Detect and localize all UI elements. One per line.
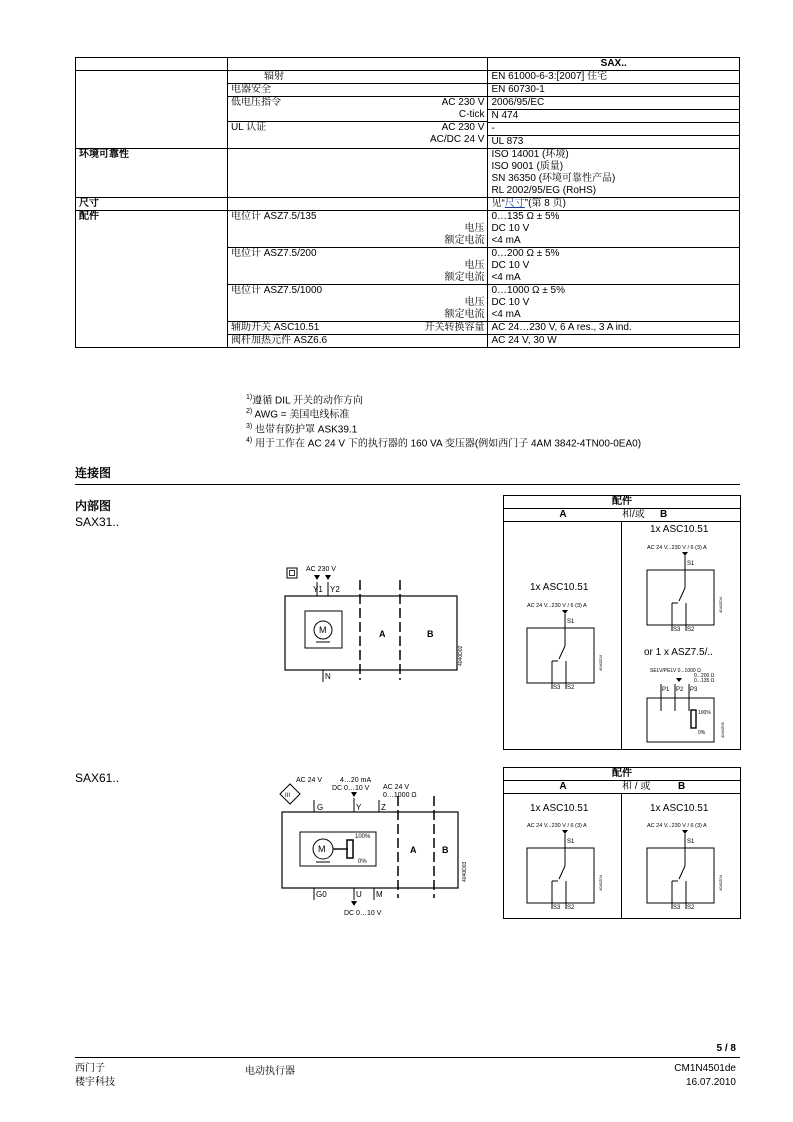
slot-b: B [442,845,449,855]
arrow-icon [351,901,357,906]
table-row [76,149,740,198]
volt-value: DC 10 V [491,223,530,234]
acc-rating: AC 24 V...230 V / 6 (3) A [527,603,587,609]
term-n: N [325,672,331,681]
term-s2: S2 [687,905,695,911]
term-s1: S1 [567,619,575,625]
pct-0: 0% [358,859,367,865]
term-p2: P2 [676,687,684,693]
acc-col-a: A [559,509,567,520]
term-p3: P3 [690,687,698,693]
env-value-3: SN 36350 (环境可靠性产品) [491,173,616,184]
table-row [76,211,740,348]
spec-table [75,57,740,348]
arrow-icon [562,610,568,614]
footer-company [75,1062,115,1090]
ul-voltage-1: AC 230 V [441,122,485,133]
acc-r200: 0...200 Ω [694,673,715,679]
table-row [76,198,740,211]
lv-voltage: AC 230 V [441,97,485,108]
emission-label: 辐射 [263,71,284,82]
term-y1: Y1 [313,585,323,594]
safety-value: EN 60730-1 [488,83,739,96]
sax61-code: 4040D03 [462,861,468,882]
acc-code: 4040Z04 [718,597,723,613]
aux-cap-label: 开关转换容量 [424,322,485,333]
aux-switch-diagram-a [522,821,617,916]
pct-100: 100% [698,710,711,716]
cur-value: <4 mA [491,309,521,320]
arrow-icon [562,830,568,834]
term-s3: S3 [553,905,561,911]
dim-suffix: ”(第 8 页) [524,198,566,209]
term-s2: S2 [567,685,575,691]
model-sax61: SAX61.. [75,771,120,785]
acc-code: 4040Z04 [598,655,603,671]
sax61-supply: AC 24 V [296,777,323,784]
footnotes [246,392,641,449]
doc-number: CM1N4501de [674,1063,736,1074]
term-s1: S1 [687,561,695,567]
acc-rating: AC 24 V...230 V / 6 (3) A [647,823,707,829]
acc-rating: AC 24 V...230 V / 6 (3) A [527,823,587,829]
company-division: 楼宇科技 [75,1077,115,1088]
acc-b-item: 1x ASC10.51 [650,524,709,535]
acc-box-title: 配件 [504,768,740,781]
pot1000-range: 0…1000 Ω ± 5% [488,284,739,297]
aux-switch-diagram-a [522,601,617,696]
ul-label: UL 认证 [230,122,267,133]
term-p1: P1 [662,687,670,693]
arrow-icon [676,678,682,682]
term-s1: S1 [567,839,575,845]
table-header: SAX.. [488,58,740,71]
term-s3: S3 [673,627,681,633]
section-divider [75,484,740,485]
term-m: M [376,890,383,899]
sax61-wiring-diagram [276,772,476,920]
ul-value-1: - [488,122,739,135]
cur-label: 额定电流 [444,272,485,283]
sax61-signal: 4…20 mA [340,777,372,784]
env-value-1: ISO 14001 (环境) [491,149,569,160]
volt-label: 电压 [464,223,485,234]
acc-a-item: 1x ASC10.51 [530,582,589,593]
ul-value-2: UL 873 [488,135,739,148]
ul-voltage-2: AC/DC 24 V [429,134,485,145]
arrow-icon [682,830,688,834]
dimensions-link[interactable]: 尺寸 [504,198,525,209]
heat-label: 阀杆加热元件 ASZ6.6 [228,334,488,347]
acc-col-b: B [678,781,686,792]
ctick-label: C-tick [458,109,485,120]
emission-value: EN 61000-6-3:[2007] 住宅 [491,71,608,82]
double-insulation-icon [287,568,297,578]
term-g: G [317,803,324,812]
acc-rating: AC 24 V...230 V / 6 (3) A [647,545,707,551]
acc-andor: 和/或 [622,509,645,520]
acc-code: 4040Z04 [718,875,723,891]
pot135-range: 0…135 Ω ± 5% [491,211,560,222]
motor-label: M [318,844,326,854]
sax61-signal-2: DC 0…10 V [332,785,370,792]
pot1000-label: 电位计 ASZ7.5/1000 [228,284,488,297]
sax61-output: DC 0…10 V [344,910,382,917]
slot-a: A [379,629,386,639]
footnote: $^{1)}$遵循 DIL 开关的动作方向 [246,394,363,407]
acc-r135: 0...135 Ω [694,678,715,684]
aux-value: AC 24…230 V, 6 A res., 3 A ind. [488,321,739,334]
acc-code: 4040Z04 [598,875,603,891]
term-s3: S3 [673,905,681,911]
dim-prefix: 见“ [491,198,505,209]
acc-andor: 和 / 或 [622,781,651,792]
footer-divider [75,1057,740,1058]
cur-value: <4 mA [491,235,521,246]
accessory-box-sax31 [503,495,741,750]
footnote: $^{2)}$ AWG = 美国电线标准 [246,408,350,421]
pot135-label: 电位计 ASZ7.5/135 [230,211,317,222]
pct-0: 0% [698,730,706,736]
footnote: $^{3)}$ 也带有防护罩 ASK39.1 [246,422,358,435]
acc-box-title: 配件 [504,496,740,509]
page-number: 5 / 8 [716,1043,736,1054]
footnote: $^{4)}$ 用于工作在 AC 24 V 下的执行器的 160 VA 变压器(例如西门子 4AM 3842-4TN00-0EA0) [246,436,642,450]
footer-product: 电动执行器 [245,1066,295,1077]
motor-label: M [319,625,327,635]
env-value-4: RL 2002/95/EG (RoHS) [491,185,597,196]
acc-code: 4040Z05 [720,722,725,738]
header-empty-1 [76,58,228,71]
model-sax31: SAX31.. [75,515,120,529]
term-z: Z [381,803,386,812]
heat-value: AC 24 V, 30 W [488,334,739,347]
cur-label: 额定电流 [444,309,485,320]
company-name: 西门子 [75,1063,105,1074]
acc-label: 配件 [76,211,228,348]
doc-date: 16.07.2010 [685,1077,736,1088]
env-value-2: ISO 9001 (质量) [491,161,564,172]
ctick-value: N 474 [488,109,739,122]
term-s1: S1 [687,839,695,845]
cur-value: <4 mA [491,272,521,283]
acc-a-item: 1x ASC10.51 [530,803,589,814]
term-u: U [356,890,362,899]
arrow-icon [314,575,331,580]
acc-or-item: or 1 x ASZ7.5/.. [644,647,713,658]
pct-100: 100% [355,834,371,840]
arrow-icon [682,552,688,556]
safety-class: III [285,793,291,799]
pot200-label: 电位计 ASZ7.5/200 [228,247,488,260]
potentiometer-diagram [642,666,737,746]
section-title: 连接图 [75,466,112,480]
table-row [76,71,740,149]
sax31-code: 4040D02 [458,645,464,666]
sax31-wiring-diagram [280,560,470,685]
dim-label: 尺寸 [76,198,228,211]
sax61-z-label: AC 24 V [383,784,410,791]
volt-label: 电压 [464,260,485,271]
footer-doc-info [674,1062,736,1090]
acc-b-item: 1x ASC10.51 [650,803,709,814]
volt-label: 电压 [464,297,485,308]
term-y2: Y2 [330,585,340,594]
term-g0: G0 [316,890,327,899]
acc-selv: SELV/PELV 0...1000 Ω [650,668,701,674]
aux-label: 辅助开关 ASC10.51 [230,322,320,333]
term-s2: S2 [567,905,575,911]
accessory-box-sax61 [503,767,741,919]
slot-a: A [410,845,417,855]
pot200-range: 0…200 Ω ± 5% [488,247,739,260]
volt-value: DC 10 V [491,297,530,308]
potentiometer-icon [691,710,696,728]
header-empty-2 [227,58,488,71]
internal-title: 内部图 [75,499,112,513]
arrow-icon [351,792,357,797]
slot-b: B [427,629,434,639]
sax61-z-range: 0…1000 Ω [383,792,417,799]
lv-label: 低电压指令 [230,97,281,108]
aux-switch-diagram-b [642,821,737,916]
sax31-supply: AC 230 V [306,566,336,573]
term-s2: S2 [687,627,695,633]
safety-label: 电器安全 [228,83,488,96]
actuator-housing [282,812,458,888]
cur-label: 额定电流 [444,235,485,246]
lv-value: 2006/95/EC [488,96,739,109]
acc-col-b: B [660,509,668,520]
acc-col-a: A [559,781,567,792]
term-s3: S3 [553,685,561,691]
aux-switch-diagram-b [642,543,737,638]
volt-value: DC 10 V [491,260,530,271]
env-label: 环境可靠性 [76,149,228,198]
term-y: Y [356,803,362,812]
